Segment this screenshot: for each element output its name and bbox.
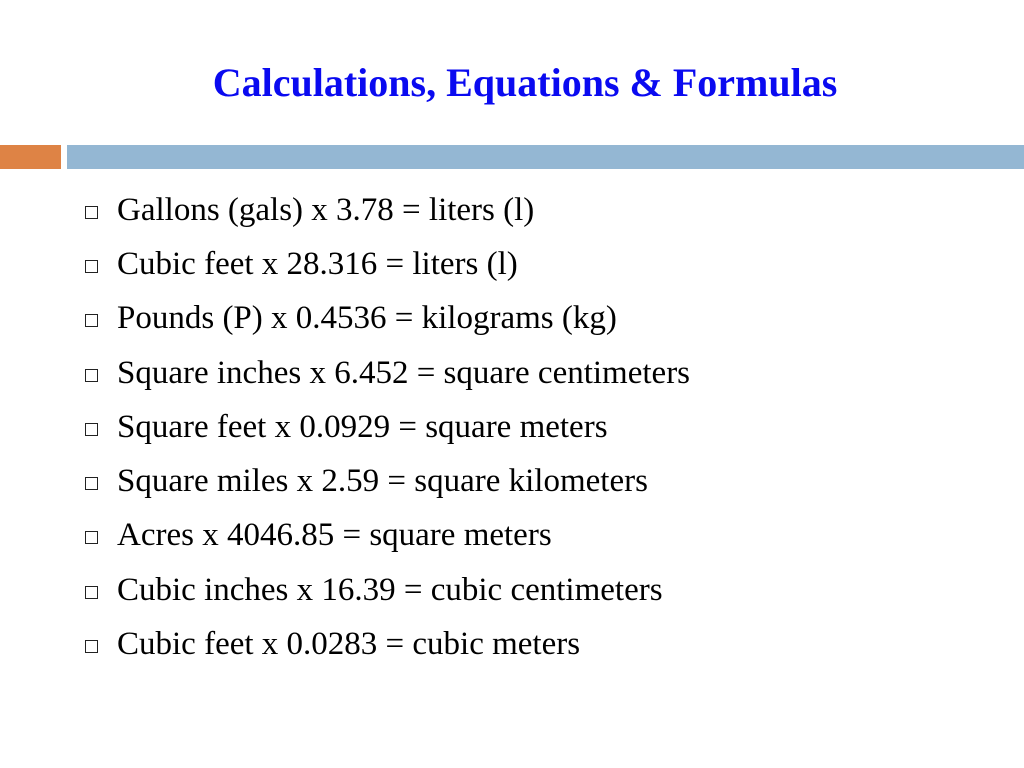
bullet-list [80, 183, 690, 672]
bullet-text: Pounds (P) x 0.4536 = kilograms (kg) [117, 300, 617, 337]
slide-title: Calculations, Equations & Formulas [212, 60, 838, 105]
square-bullet-icon [85, 423, 98, 436]
accent-bar [0, 145, 61, 169]
bullet-item [80, 563, 690, 617]
square-bullet-icon [85, 314, 98, 327]
square-bullet-icon [85, 477, 98, 490]
bullet-item [80, 454, 690, 508]
bullet-text: Square inches x 6.452 = square centimeters [117, 354, 691, 391]
bullet-item [80, 183, 690, 237]
square-bullet-icon [85, 206, 98, 219]
bullet-item [80, 617, 690, 671]
bullet-item [80, 509, 690, 563]
bullet-text: Square miles x 2.59 = square kilometers [117, 463, 648, 500]
bullet-item [80, 237, 690, 291]
square-bullet-icon [85, 260, 98, 273]
bullet-item [80, 292, 690, 346]
square-bullet-icon [85, 369, 98, 382]
bullet-text: Cubic inches x 16.39 = cubic centimeters [117, 571, 663, 608]
bullet-text: Gallons (gals) x 3.78 = liters (l) [117, 191, 535, 228]
bullet-text: Cubic feet x 0.0283 = cubic meters [117, 626, 581, 663]
bullet-text: Cubic feet x 28.316 = liters (l) [117, 245, 518, 282]
bullet-text: Square feet x 0.0929 = square meters [117, 408, 608, 445]
bullet-item [80, 400, 690, 454]
bullet-item [80, 346, 690, 400]
bullet-text: Acres x 4046.85 = square meters [117, 517, 552, 554]
square-bullet-icon [85, 640, 98, 653]
square-bullet-icon [85, 531, 98, 544]
square-bullet-icon [85, 586, 98, 599]
title-underline-bar [67, 145, 1024, 169]
